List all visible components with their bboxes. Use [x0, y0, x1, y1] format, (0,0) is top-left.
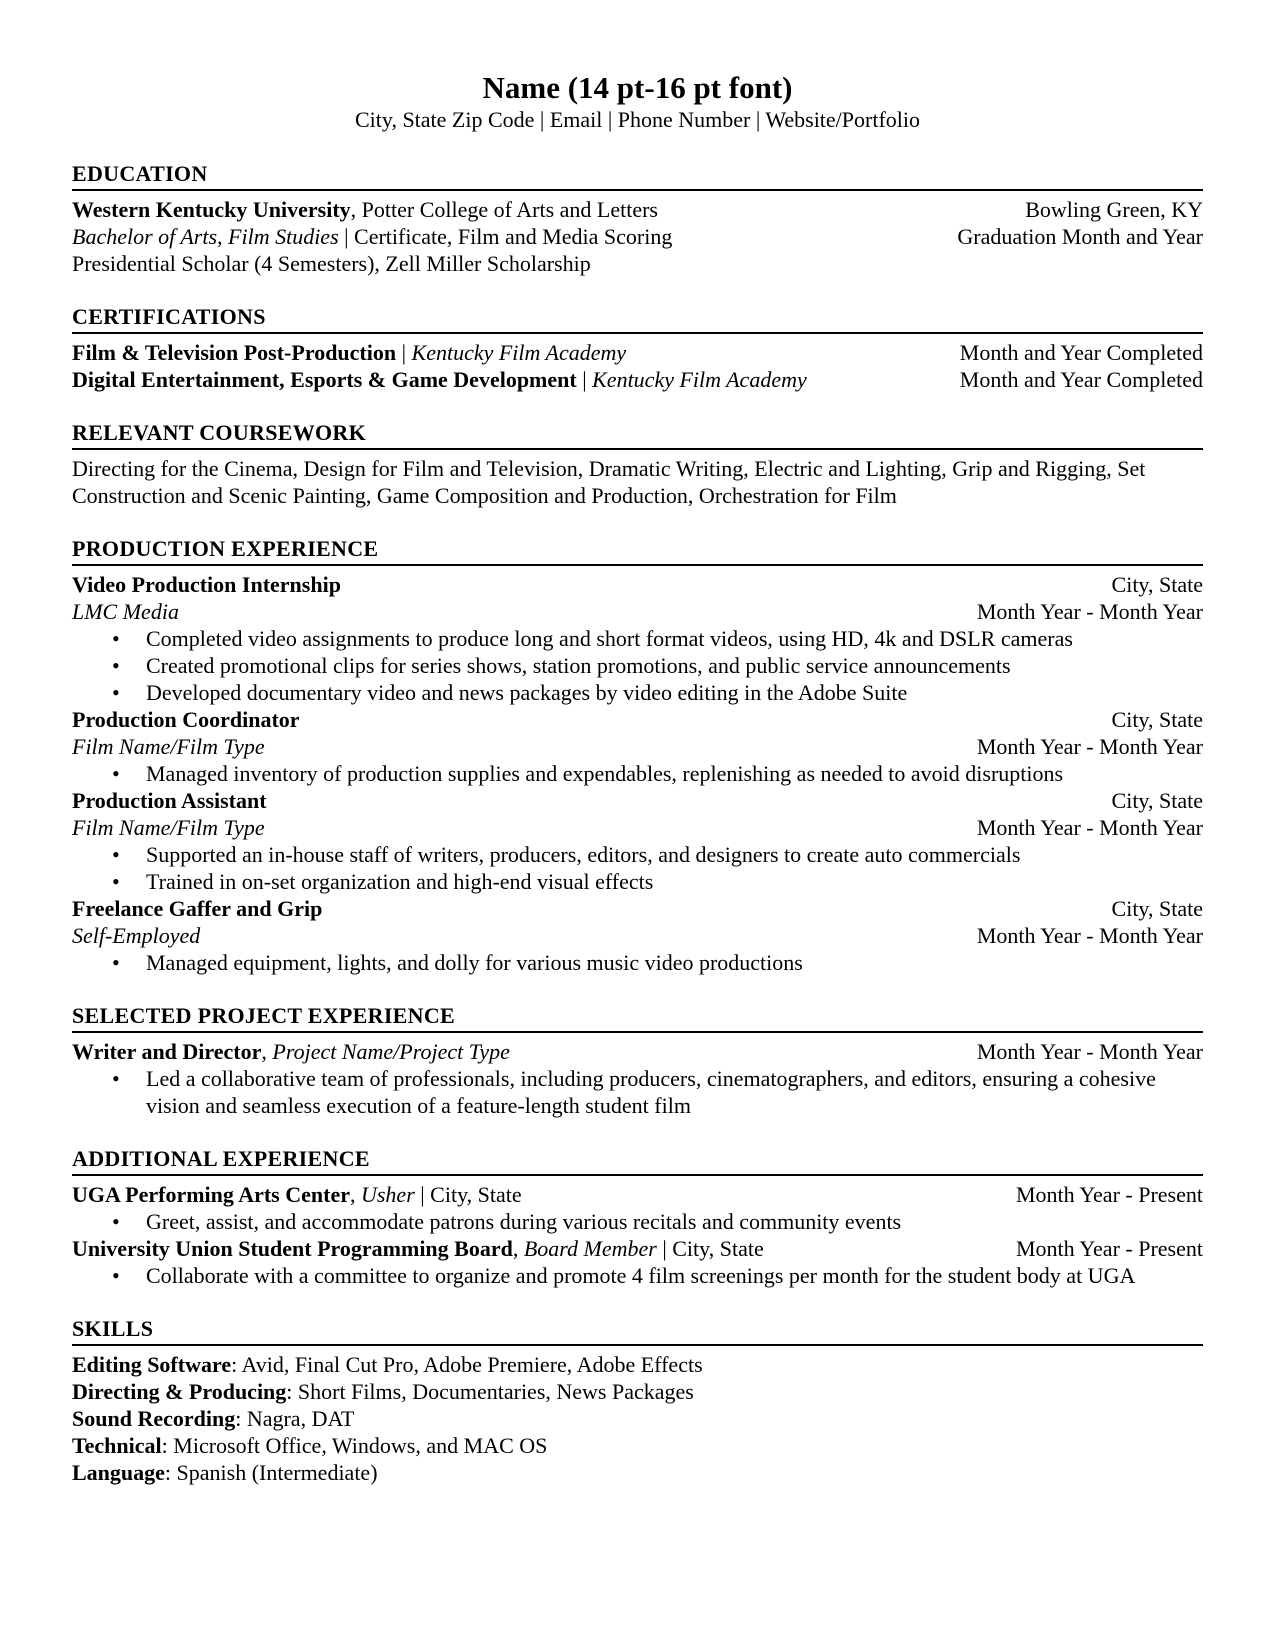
- skill-line: [72, 1405, 1203, 1432]
- bullet-text: Managed inventory of production supplies and expendables, replenishing as needed to avoid disruptions: [146, 761, 1064, 786]
- job-entry: [72, 895, 1203, 976]
- section-title-production: PRODUCTION EXPERIENCE: [72, 536, 1203, 566]
- certification-org: Kentucky Film Academy: [592, 367, 807, 392]
- job-bullet: [72, 760, 1203, 787]
- certification-separator: |: [576, 367, 593, 392]
- additional-separator: |: [656, 1236, 673, 1261]
- job-entry: [72, 787, 1203, 895]
- job-dates: Month Year - Month Year: [976, 734, 1203, 759]
- job-org: Film Name/Film Type: [72, 734, 265, 759]
- education-location: Bowling Green, KY: [1025, 197, 1203, 222]
- section-production-experience: [72, 536, 1203, 976]
- skill-label: Editing Software: [72, 1352, 232, 1377]
- resume-header: [72, 70, 1203, 134]
- bullet-icon: •: [112, 761, 120, 786]
- skill-value: : Spanish (Intermediate): [164, 1460, 378, 1485]
- additional-role: Board Member: [523, 1236, 657, 1261]
- skill-label: Technical: [72, 1433, 162, 1458]
- bullet-text: Trained in on-set organization and high-end visual effects: [146, 869, 654, 894]
- skill-value: : Microsoft Office, Windows, and MAC OS: [161, 1433, 548, 1458]
- job-title-row: [72, 787, 1203, 814]
- job-org-row: [72, 733, 1203, 760]
- additional-org-name: UGA Performing Arts Center: [72, 1182, 350, 1207]
- certification-title: Digital Entertainment, Esports & Game Development: [72, 367, 577, 392]
- project-name: Project Name/Project Type: [272, 1039, 510, 1064]
- degree-name: Bachelor of Arts, Film Studies: [72, 224, 339, 249]
- additional-title-row: [72, 1181, 1203, 1208]
- bullet-icon: •: [112, 626, 120, 651]
- job-org-row: [72, 598, 1203, 625]
- contact-line: City, State Zip Code | Email | Phone Number | Website/Portfolio: [354, 107, 921, 132]
- candidate-name: Name (14 pt-16 pt font): [482, 70, 793, 105]
- certification-date: Month and Year Completed: [959, 367, 1203, 392]
- education-degree-row: [72, 223, 1203, 250]
- additional-separator: |: [414, 1182, 431, 1207]
- bullet-text: Greet, assist, and accommodate patrons during various recitals and community events: [146, 1209, 902, 1234]
- certification-date: Month and Year Completed: [959, 340, 1203, 365]
- additional-bullet: [72, 1262, 1203, 1289]
- job-role: Freelance Gaffer and Grip: [72, 896, 323, 921]
- bullet-icon: •: [112, 842, 120, 867]
- skill-label: Directing & Producing: [72, 1379, 287, 1404]
- section-project-experience: [72, 1003, 1203, 1119]
- additional-separator: ,: [512, 1236, 524, 1261]
- education-honors: Presidential Scholar (4 Semesters), Zell Miller Scholarship: [72, 251, 591, 276]
- skill-value: : Avid, Final Cut Pro, Adobe Premiere, Adobe Effects: [231, 1352, 703, 1377]
- additional-dates: Month Year - Present: [1016, 1236, 1203, 1261]
- job-location: City, State: [1111, 788, 1203, 813]
- job-org-row: [72, 922, 1203, 949]
- additional-location: City, State: [672, 1236, 764, 1261]
- section-additional-experience: [72, 1146, 1203, 1289]
- skill-value: : Short Films, Documentaries, News Packages: [286, 1379, 694, 1404]
- job-dates: Month Year - Month Year: [976, 923, 1203, 948]
- bullet-icon: •: [112, 869, 120, 894]
- section-certifications: [72, 304, 1203, 393]
- education-grad-date: Graduation Month and Year: [957, 224, 1203, 249]
- section-title-education: EDUCATION: [72, 161, 1203, 191]
- additional-separator: ,: [349, 1182, 361, 1207]
- job-location: City, State: [1111, 572, 1203, 597]
- project-dates: Month Year - Month Year: [976, 1039, 1203, 1064]
- section-title-skills: SKILLS: [72, 1316, 1203, 1346]
- additional-dates: Month Year - Present: [1016, 1182, 1203, 1207]
- skill-value: : Nagra, DAT: [235, 1406, 355, 1431]
- job-dates: Month Year - Month Year: [976, 815, 1203, 840]
- education-school: [72, 196, 1005, 223]
- bullet-text: Completed video assignments to produce long and short format videos, using HD, 4k and DSLR cameras: [146, 626, 1073, 651]
- job-org: LMC Media: [72, 599, 179, 624]
- bullet-icon: •: [112, 950, 120, 975]
- skill-line: [72, 1432, 1203, 1459]
- project-role-name: Writer and Director: [72, 1039, 262, 1064]
- school-name: Western Kentucky University: [72, 197, 351, 222]
- job-org-row: [72, 814, 1203, 841]
- section-title-additional: ADDITIONAL EXPERIENCE: [72, 1146, 1203, 1176]
- certification-name: [72, 366, 940, 393]
- job-org: Film Name/Film Type: [72, 815, 265, 840]
- bullet-icon: •: [112, 1209, 120, 1234]
- additional-org-name: University Union Student Programming Board: [72, 1236, 513, 1261]
- project-bullet: [72, 1065, 1203, 1119]
- job-title-row: [72, 571, 1203, 598]
- section-education: [72, 161, 1203, 277]
- bullet-text: Led a collaborative team of professionals, including producers, cinematographers, and editors, ensuring a cohesive vision and seamless execution of a feature-length student film: [146, 1066, 1156, 1118]
- job-entry: [72, 706, 1203, 787]
- bullet-icon: •: [112, 653, 120, 678]
- job-role: Production Assistant: [72, 788, 267, 813]
- project-role: [72, 1038, 957, 1065]
- degree-certificate: | Certificate, Film and Media Scoring: [338, 224, 673, 249]
- education-school-row: [72, 196, 1203, 223]
- school-college: , Potter College of Arts and Letters: [350, 197, 658, 222]
- additional-role: Usher: [360, 1182, 415, 1207]
- certification-row: [72, 339, 1203, 366]
- job-bullet: [72, 679, 1203, 706]
- job-org: Self-Employed: [72, 923, 201, 948]
- certification-org: Kentucky Film Academy: [411, 340, 627, 365]
- job-bullet: [72, 652, 1203, 679]
- job-location: City, State: [1111, 896, 1203, 921]
- additional-location: City, State: [430, 1182, 522, 1207]
- job-role: Production Coordinator: [72, 707, 300, 732]
- bullet-icon: •: [112, 1066, 120, 1091]
- additional-bullet: [72, 1208, 1203, 1235]
- job-bullet: [72, 625, 1203, 652]
- job-entry: [72, 571, 1203, 706]
- bullet-icon: •: [112, 680, 120, 705]
- bullet-text: Created promotional clips for series shows, station promotions, and public service announcements: [146, 653, 1011, 678]
- job-location: City, State: [1111, 707, 1203, 732]
- section-title-certifications: CERTIFICATIONS: [72, 304, 1203, 334]
- certification-separator: |: [396, 340, 412, 365]
- project-title-row: [72, 1038, 1203, 1065]
- job-bullet: [72, 949, 1203, 976]
- skill-label: Sound Recording: [72, 1406, 236, 1431]
- certification-title: Film & Television Post-Production: [72, 340, 397, 365]
- job-bullet: [72, 841, 1203, 868]
- bullet-text: Developed documentary video and news packages by video editing in the Adobe Suite: [146, 680, 908, 705]
- skill-line: [72, 1378, 1203, 1405]
- job-role: Video Production Internship: [72, 572, 341, 597]
- education-degree: [72, 223, 937, 250]
- job-dates: Month Year - Month Year: [976, 599, 1203, 624]
- additional-org: [72, 1235, 996, 1262]
- skill-line: [72, 1351, 1203, 1378]
- coursework-list: Directing for the Cinema, Design for Film and Television, Dramatic Writing, Electric and Lighting, Grip and Rigging, Set Construction and Scenic Painting, Game Composition and Production, Orchestration for Film: [72, 456, 1146, 508]
- section-skills: [72, 1316, 1203, 1486]
- additional-title-row: [72, 1235, 1203, 1262]
- job-title-row: [72, 895, 1203, 922]
- job-bullet: [72, 868, 1203, 895]
- job-title-row: [72, 706, 1203, 733]
- certification-name: [72, 339, 940, 366]
- bullet-text: Collaborate with a committee to organize and promote 4 film screenings per month for the student body at UGA: [146, 1263, 1136, 1288]
- section-title-coursework: RELEVANT COURSEWORK: [72, 420, 1203, 450]
- additional-org: [72, 1181, 996, 1208]
- section-title-projects: SELECTED PROJECT EXPERIENCE: [72, 1003, 1203, 1033]
- project-separator: ,: [261, 1039, 273, 1064]
- skill-line: [72, 1459, 1203, 1486]
- bullet-text: Managed equipment, lights, and dolly for various music video productions: [146, 950, 803, 975]
- certification-row: [72, 366, 1203, 393]
- bullet-icon: •: [112, 1263, 120, 1288]
- section-coursework: [72, 420, 1203, 509]
- skill-label: Language: [72, 1460, 165, 1485]
- bullet-text: Supported an in-house staff of writers, producers, editors, and designers to create auto commercials: [146, 842, 1021, 867]
